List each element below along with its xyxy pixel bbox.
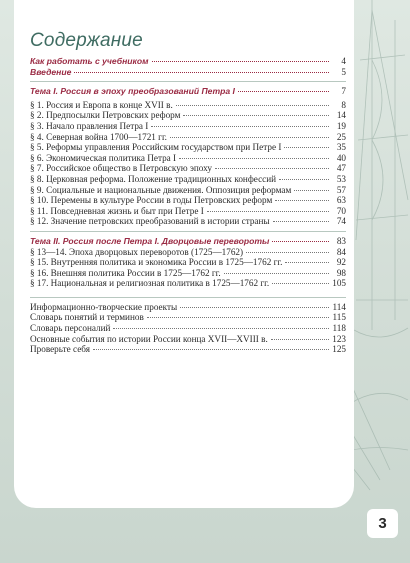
entry-page: 53 — [336, 173, 346, 184]
dot-leader — [207, 211, 329, 212]
toc-entry[interactable] — [30, 142, 346, 153]
toc-entry[interactable] — [30, 312, 346, 323]
toc-entry[interactable] — [30, 153, 346, 164]
dot-leader — [285, 262, 329, 263]
entry-page: 35 — [336, 142, 346, 153]
entry-page: 57 — [336, 184, 346, 195]
toc-entry[interactable] — [30, 268, 346, 279]
entry-page: 118 — [332, 323, 346, 334]
toc-entry[interactable] — [30, 100, 346, 111]
entry-page: 63 — [336, 195, 346, 206]
entry-label: § 12. Значение петровских преобразований в истории страны — [30, 216, 270, 227]
dot-leader — [273, 221, 329, 222]
dot-leader — [279, 179, 329, 180]
dot-leader — [275, 200, 329, 201]
entry-page: 5 — [341, 66, 346, 77]
toc-entry[interactable] — [30, 132, 346, 143]
toc-entry[interactable] — [30, 195, 346, 206]
toc-entry[interactable] — [30, 334, 346, 345]
dot-leader — [224, 273, 329, 274]
dot-leader — [272, 241, 329, 242]
toc-entry[interactable] — [30, 163, 346, 174]
entry-label: § 13—14. Эпоха дворцовых переворотов (1725—1762) — [30, 246, 244, 257]
entry-page: 84 — [336, 246, 346, 257]
toc-entry[interactable] — [30, 302, 346, 313]
toc-entry[interactable] — [30, 344, 346, 355]
entry-page: 19 — [336, 120, 346, 131]
entry-page: 92 — [336, 257, 346, 268]
topic-label: Тема II. Россия после Петра I. Дворцовые перевороты — [30, 235, 270, 246]
entry-label: Словарь понятий и терминов — [30, 312, 144, 323]
entry-label: § 7. Российское общество в Петровскую эпоху — [30, 163, 213, 174]
entry-page: 114 — [332, 301, 346, 312]
entry-label: Основные события по истории России конца XVII—XVIII в. — [30, 333, 268, 344]
dot-leader — [179, 158, 329, 159]
entry-page: 74 — [336, 216, 346, 227]
dot-leader — [152, 61, 329, 62]
entry-page: 125 — [332, 344, 346, 355]
entry-page: 83 — [336, 235, 346, 246]
toc-entry[interactable] — [30, 185, 346, 196]
toc-entry-intro-1[interactable] — [30, 67, 346, 78]
dot-leader — [294, 190, 329, 191]
dot-leader — [93, 349, 329, 350]
entry-page: 40 — [336, 152, 346, 163]
dot-leader — [113, 328, 329, 329]
dot-leader — [284, 147, 329, 148]
toc-entry[interactable] — [30, 278, 346, 289]
entry-page: 98 — [336, 267, 346, 278]
page-number-badge: 3 — [367, 509, 398, 538]
divider — [30, 231, 346, 232]
dot-leader — [176, 105, 329, 106]
entry-label: § 2. Предпосылки Петровских реформ — [30, 110, 181, 121]
page-title: Содержание — [30, 30, 143, 51]
entry-label: § 6. Экономическая политика Петра I — [30, 152, 177, 163]
dot-leader — [180, 307, 329, 308]
entry-label: § 15. Внутренняя политика и экономика России в 1725—1762 гг. — [30, 257, 283, 268]
entry-label: Проверьте себя — [30, 344, 90, 355]
toc-entry[interactable] — [30, 110, 346, 121]
entry-page: 25 — [336, 131, 346, 142]
toc-entry-intro-0[interactable] — [30, 56, 346, 67]
toc-entry[interactable] — [30, 323, 346, 334]
dot-leader — [151, 126, 329, 127]
entry-page: 7 — [341, 86, 346, 97]
entry-label: § 17. Национальная и религиозная политика в 1725—1762 гг. — [30, 278, 270, 289]
dot-leader — [147, 317, 329, 318]
entry-label: § 1. Россия и Европа в конце XVII в. — [30, 99, 173, 110]
table-of-contents — [30, 56, 346, 355]
entry-page: 115 — [332, 312, 346, 323]
dot-leader — [238, 91, 329, 92]
entry-label: § 3. Начало правления Петра I — [30, 120, 149, 131]
dot-leader — [215, 168, 329, 169]
entry-page: 123 — [332, 333, 346, 344]
entry-label: § 11. Повседневная жизнь и быт при Петре I — [30, 205, 204, 216]
toc-entry[interactable] — [30, 247, 346, 258]
entry-label: § 4. Северная война 1700—1721 гг. — [30, 131, 167, 142]
entry-page: 4 — [341, 56, 346, 66]
dot-leader — [272, 283, 329, 284]
entry-label: Как работать с учебником — [30, 56, 149, 66]
toc-topic-1-heading[interactable] — [30, 86, 346, 97]
entry-label: Введение — [30, 66, 72, 77]
entry-label: § 10. Перемены в культуре России в годы Петровских реформ — [30, 195, 273, 206]
entry-page: 8 — [341, 99, 346, 110]
dot-leader — [271, 339, 329, 340]
entry-label: § 8. Церковная реформа. Положение традиционных конфессий — [30, 173, 277, 184]
entry-label: Информационно-творческие проекты — [30, 301, 178, 312]
toc-entry[interactable] — [30, 257, 346, 268]
topic-label: Тема I. Россия в эпоху преобразований Петра I — [30, 86, 235, 97]
entry-page: 105 — [332, 278, 346, 289]
dot-leader — [74, 72, 329, 73]
entry-label: § 16. Внешняя политика России в 1725—1762 гг. — [30, 267, 221, 278]
toc-entry[interactable] — [30, 216, 346, 227]
toc-entry[interactable] — [30, 206, 346, 217]
dot-leader — [183, 115, 329, 116]
entry-page: 14 — [336, 110, 346, 121]
entry-label: Словарь персоналий — [30, 323, 111, 334]
entry-page: 47 — [336, 163, 346, 174]
entry-label: § 9. Социальные и национальные движения. Оппозиция реформам — [30, 184, 292, 195]
entry-label: § 5. Реформы управления Российским государством при Петре I — [30, 142, 282, 153]
dot-leader — [246, 252, 329, 253]
divider — [30, 297, 346, 298]
toc-topic-2-heading[interactable] — [30, 236, 346, 247]
dot-leader — [170, 137, 329, 138]
entry-page: 70 — [336, 205, 346, 216]
divider — [30, 81, 346, 82]
toc-entry[interactable] — [30, 174, 346, 185]
toc-entry[interactable] — [30, 121, 346, 132]
